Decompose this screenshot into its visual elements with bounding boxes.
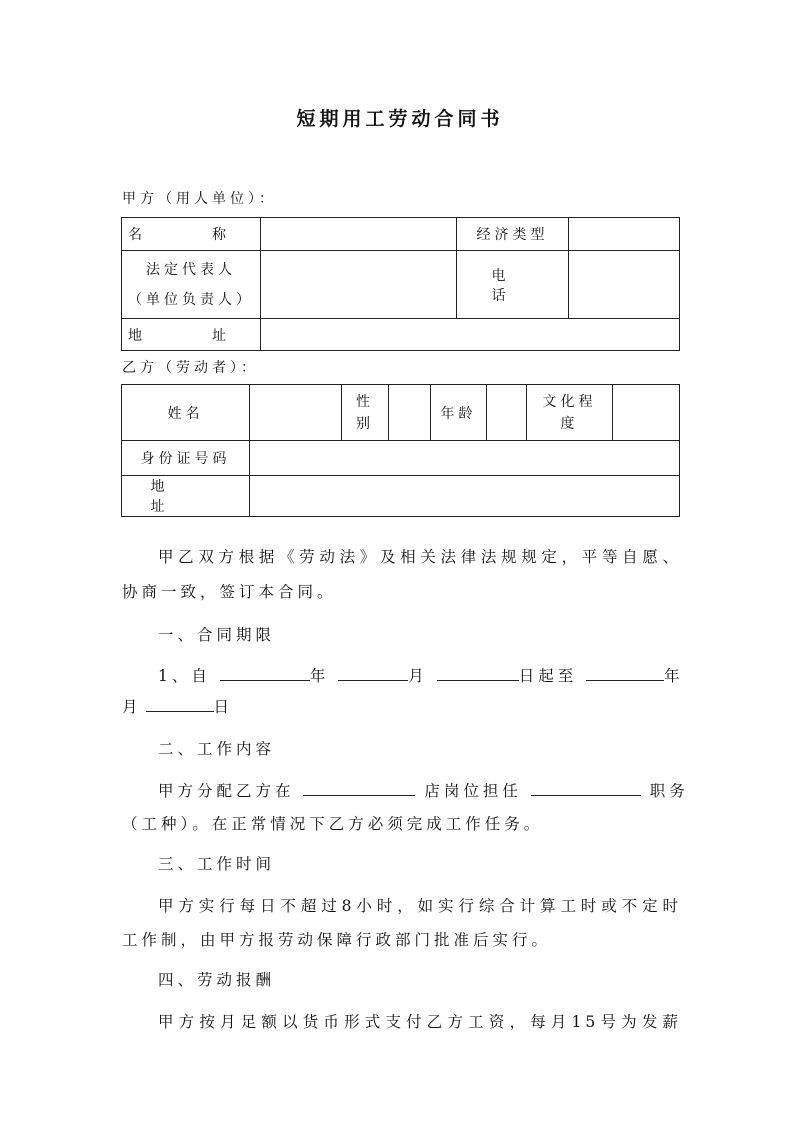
start-year-blank[interactable] [220, 666, 310, 681]
store-blank[interactable] [303, 781, 415, 796]
party-a-name-value[interactable] [261, 218, 457, 251]
party-b-table [121, 384, 680, 517]
party-b-heading: 乙方（劳动者）： [122, 360, 259, 376]
party-a-address-label: 地 址 [122, 319, 261, 351]
end-month-blank[interactable] [146, 697, 214, 712]
start-month-blank[interactable] [338, 666, 408, 681]
end-year-blank[interactable] [586, 666, 664, 681]
party-a-econ-type-label: 经济类型 [457, 218, 569, 251]
intro-line1: 甲乙双方根据《劳动法》及相关法律法规规定，平等自愿、 [158, 548, 682, 566]
party-b-id-value[interactable] [250, 441, 680, 476]
party-a-econ-type-value[interactable] [569, 218, 680, 251]
intro-line2: 协商一致，签订本合同。 [122, 583, 337, 601]
section1-heading: 一、合同期限 [158, 626, 276, 644]
party-a-address-value[interactable] [261, 319, 680, 351]
section3-heading: 三、工作时间 [158, 855, 276, 873]
party-b-edu-label: 文化程 度 [527, 385, 613, 441]
section3-line2: 工作制，由甲方报劳动保障行政部门批准后实行。 [122, 931, 552, 949]
section4-heading: 四、劳动报酬 [158, 971, 276, 989]
section3-line1: 甲方实行每日不超过8小时，如实行综合计算工时或不定时 [158, 897, 682, 915]
party-b-name-label: 姓名 [122, 385, 250, 441]
section1-para-line2: 月 日 [122, 698, 234, 716]
party-b-edu-value[interactable] [613, 385, 680, 441]
rep-label-line2: （单位负责人） [128, 291, 254, 308]
party-a-heading: 甲方（用人单位）： [122, 191, 277, 207]
party-b-name-value[interactable] [250, 385, 342, 441]
party-a-rep-label [122, 251, 261, 319]
party-a-phone-value[interactable] [569, 251, 680, 319]
position-blank[interactable] [531, 781, 641, 796]
party-a-table [121, 217, 680, 351]
document-title: 短期用工劳动合同书 [296, 108, 504, 130]
section2-line1: 甲方分配乙方在 店岗位担任 职务 [158, 782, 689, 800]
section1-para: 1、自 年 月 日起至 年 [158, 667, 684, 685]
section4-line1: 甲方按月足额以货币形式支付乙方工资，每月15号为发薪 [158, 1013, 682, 1031]
rep-label-line1: 法定代表人 [146, 261, 236, 278]
party-b-age-label: 年龄 [431, 385, 487, 441]
section2-heading: 二、工作内容 [158, 740, 276, 758]
party-b-gender-value[interactable] [389, 385, 431, 441]
party-b-id-label: 身份证号码 [122, 441, 250, 476]
party-b-age-value[interactable] [487, 385, 527, 441]
start-day-blank[interactable] [437, 666, 519, 681]
party-b-address-label: 地 址 [122, 476, 250, 517]
party-a-phone-label: 电 话 [457, 251, 569, 319]
party-a-name-label: 名 称 [122, 218, 261, 251]
party-b-gender-label: 性 别 [342, 385, 389, 441]
party-b-address-value[interactable] [250, 476, 680, 517]
party-a-rep-value[interactable] [261, 251, 457, 319]
section2-line2: （工种）。在正常情况下乙方必须完成工作任务。 [122, 815, 544, 833]
